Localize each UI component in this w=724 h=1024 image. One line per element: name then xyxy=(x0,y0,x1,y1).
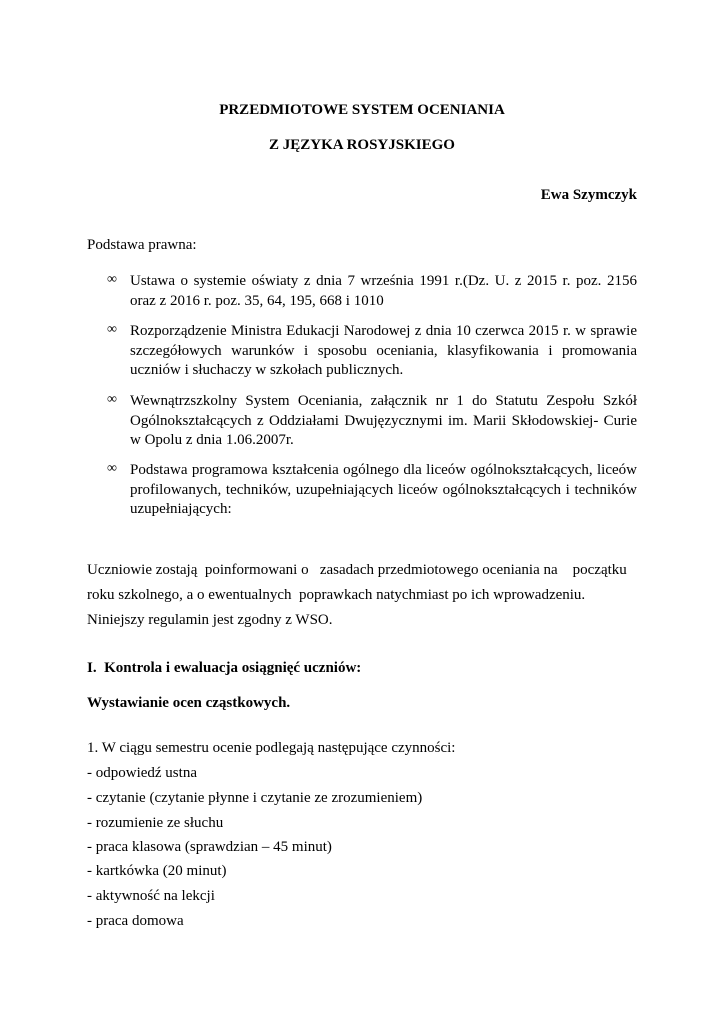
infinity-bullet-icon: ∞ xyxy=(107,272,117,287)
info-paragraph-line: roku szkolnego, a o ewentualnych poprawkach natychmiast po ich wprowadzeniu. xyxy=(87,587,586,603)
legal-basis-heading: Podstawa prawna: xyxy=(87,237,197,253)
legal-basis-item-text: Rozporządzenie Ministra Edukacji Narodowej z dnia 10 czerwca 2015 r. w sprawie szczegółowych warunków i sposobu oceniania, klasyfikowania i promowania uczniów i słuchaczy w szkołach publicznych. xyxy=(130,323,637,378)
legal-basis-item-text: Ustawa o systemie oświaty z dnia 7 września 1991 r.(Dz. U. z 2015 r. poz. 2156 oraz z 2016 r. poz. 35, 64, 195, 668 i 1010 xyxy=(130,273,637,309)
author-name: Ewa Szymczyk xyxy=(540,187,637,203)
list-item: - praca klasowa (sprawdzian – 45 minut) xyxy=(87,839,332,855)
infinity-bullet-icon: ∞ xyxy=(107,461,117,476)
infinity-bullet-icon: ∞ xyxy=(107,392,117,407)
document-subtitle: Z JĘZYKA ROSYJSKIEGO xyxy=(269,137,455,153)
infinity-bullet-icon: ∞ xyxy=(107,322,117,337)
activities-intro: 1. W ciągu semestru ocenie podlegają następujące czynności: xyxy=(87,740,456,756)
section-heading: I. Kontrola i ewaluacja osiągnięć uczniów: xyxy=(87,660,362,676)
list-item: - aktywność na lekcji xyxy=(87,888,215,904)
list-item: - kartkówka (20 minut) xyxy=(87,863,227,879)
subsection-heading: Wystawianie ocen cząstkowych. xyxy=(87,695,291,711)
info-paragraph-line: Niniejszy regulamin jest zgodny z WSO. xyxy=(87,612,333,628)
list-item: - odpowiedź ustna xyxy=(87,765,197,781)
list-item: - praca domowa xyxy=(87,913,184,929)
info-paragraph-line: Uczniowie zostają poinformowani o zasadach przedmiotowego oceniania na początku xyxy=(87,562,627,578)
list-item: - rozumienie ze słuchu xyxy=(87,815,224,831)
legal-basis-item-text: Wewnątrzszkolny System Oceniania, załącznik nr 1 do Statutu Zespołu Szkół Ogólnokształcących z Oddziałami Dwujęzycznymi im. Marii Skłodowskiej- Curie w Opolu z dnia 1.06.2007r. xyxy=(130,393,637,448)
document-title: PRZEDMIOTOWE SYSTEM OCENIANIA xyxy=(219,102,505,118)
legal-basis-item-text: Podstawa programowa kształcenia ogólnego dla liceów ogólnokształcących, liceów profilowanych, techników, uzupełniających liceów ogólnokształcących i techników uzupełniających: xyxy=(130,462,637,517)
list-item: - czytanie (czytanie płynne i czytanie ze zrozumieniem) xyxy=(87,790,423,806)
